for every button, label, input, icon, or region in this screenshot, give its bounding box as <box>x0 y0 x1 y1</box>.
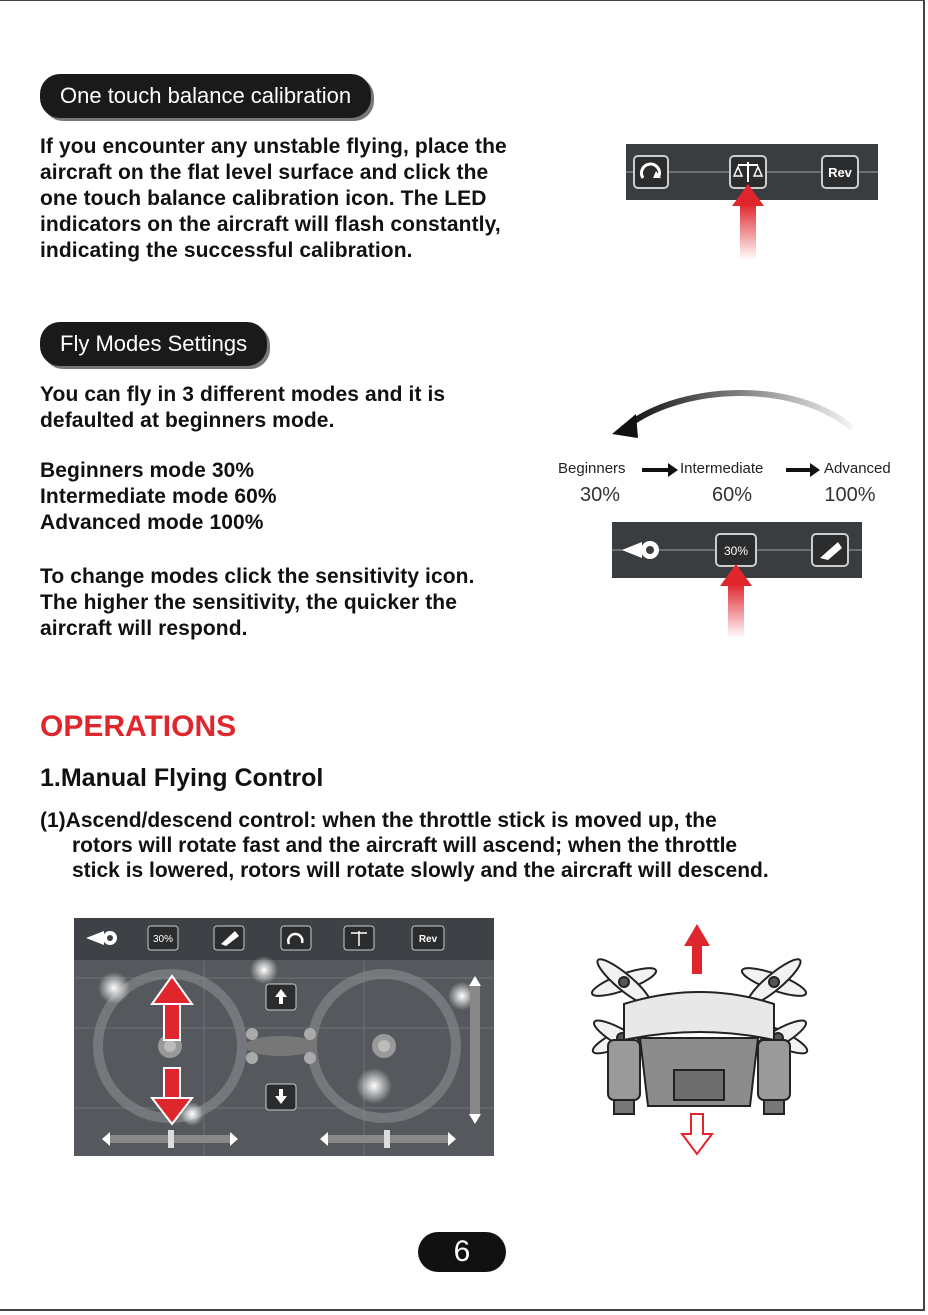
mode-line: Beginners mode 30% <box>40 459 255 482</box>
fly-modes-list <box>40 458 277 536</box>
vertical-trim-slider <box>469 976 481 1124</box>
rev-button <box>822 156 858 188</box>
text-line: rotors will rotate fast and the aircraft will ascend; when the throttle <box>72 834 738 857</box>
text-line: aircraft will respond. <box>40 617 248 640</box>
mode-line: Advanced mode 100% <box>40 511 264 534</box>
balance-scale-icon <box>730 156 766 188</box>
operations-title: OPERATIONS <box>40 710 237 743</box>
balance-scale-icon <box>344 926 374 950</box>
sensitivity-button <box>716 534 756 566</box>
svg-text:30%: 30% <box>723 544 749 558</box>
landing-icon <box>266 1084 296 1110</box>
mode-pct-beginners: 30% <box>579 484 621 506</box>
mode-pct-advanced: 100% <box>824 484 876 506</box>
text-line: indicators on the aircraft will flash constantly, <box>40 213 501 236</box>
fly-modes-diagram <box>552 378 908 640</box>
takeoff-icon <box>266 984 296 1010</box>
fly-modes-change <box>40 564 475 642</box>
svg-text:30%: 30% <box>152 934 174 945</box>
rev-button <box>412 926 444 950</box>
text-line: defaulted at beginners mode. <box>40 409 335 432</box>
mode-name-intermediate: Intermediate <box>680 460 764 477</box>
camera-icon <box>214 926 244 950</box>
text-line: one touch balance calibration icon. The LED <box>40 187 487 210</box>
drone-illustration <box>578 920 824 1156</box>
calibration-heading: One touch balance calibration <box>40 74 371 118</box>
mode-name-advanced: Advanced <box>824 460 891 477</box>
fly-modes-heading: Fly Modes Settings <box>40 322 267 366</box>
flip-icon <box>281 926 311 950</box>
svg-text:Rev: Rev <box>828 165 852 180</box>
text-line: indicating the successful calibration. <box>40 239 413 262</box>
camera-icon <box>812 534 848 566</box>
manual-flying-title: 1.Manual Flying Control <box>40 764 324 792</box>
text-line: aircraft on the flat level surface and click the <box>40 161 489 184</box>
controller-screen-illustration <box>74 918 494 1156</box>
drone-body <box>624 992 774 1040</box>
arrow-right-icon <box>786 463 820 477</box>
mode-name-beginners: Beginners <box>558 460 626 477</box>
calibration-paragraph <box>40 134 507 264</box>
sensitivity-button <box>148 926 178 950</box>
mode-pct-intermediate: 60% <box>711 484 753 506</box>
text-line: You can fly in 3 different modes and it is <box>40 383 446 406</box>
text-line: (1)Ascend/descend control: when the throttle stick is moved up, the <box>40 809 717 832</box>
svg-text:Rev: Rev <box>418 934 438 945</box>
text-line: To change modes click the sensitivity icon. <box>40 565 475 588</box>
mode-line: Intermediate mode 60% <box>40 485 277 508</box>
page-number: 6 <box>418 1232 506 1272</box>
red-arrow-up <box>684 924 710 974</box>
text-line: stick is lowered, rotors will rotate slowly and the aircraft will descend. <box>72 859 769 882</box>
arrow-right-icon <box>642 463 678 477</box>
fly-modes-intro <box>40 382 445 434</box>
text-line: The higher the sensitivity, the quicker the <box>40 591 457 614</box>
text-line: If you encounter any unstable flying, place the <box>40 135 507 158</box>
flip-icon <box>634 156 668 188</box>
calibration-panel-illustration <box>626 140 878 262</box>
ascend-descend-paragraph <box>40 808 910 883</box>
hollow-arrow-down <box>682 1114 712 1154</box>
cycle-arc-arrow <box>630 393 852 428</box>
